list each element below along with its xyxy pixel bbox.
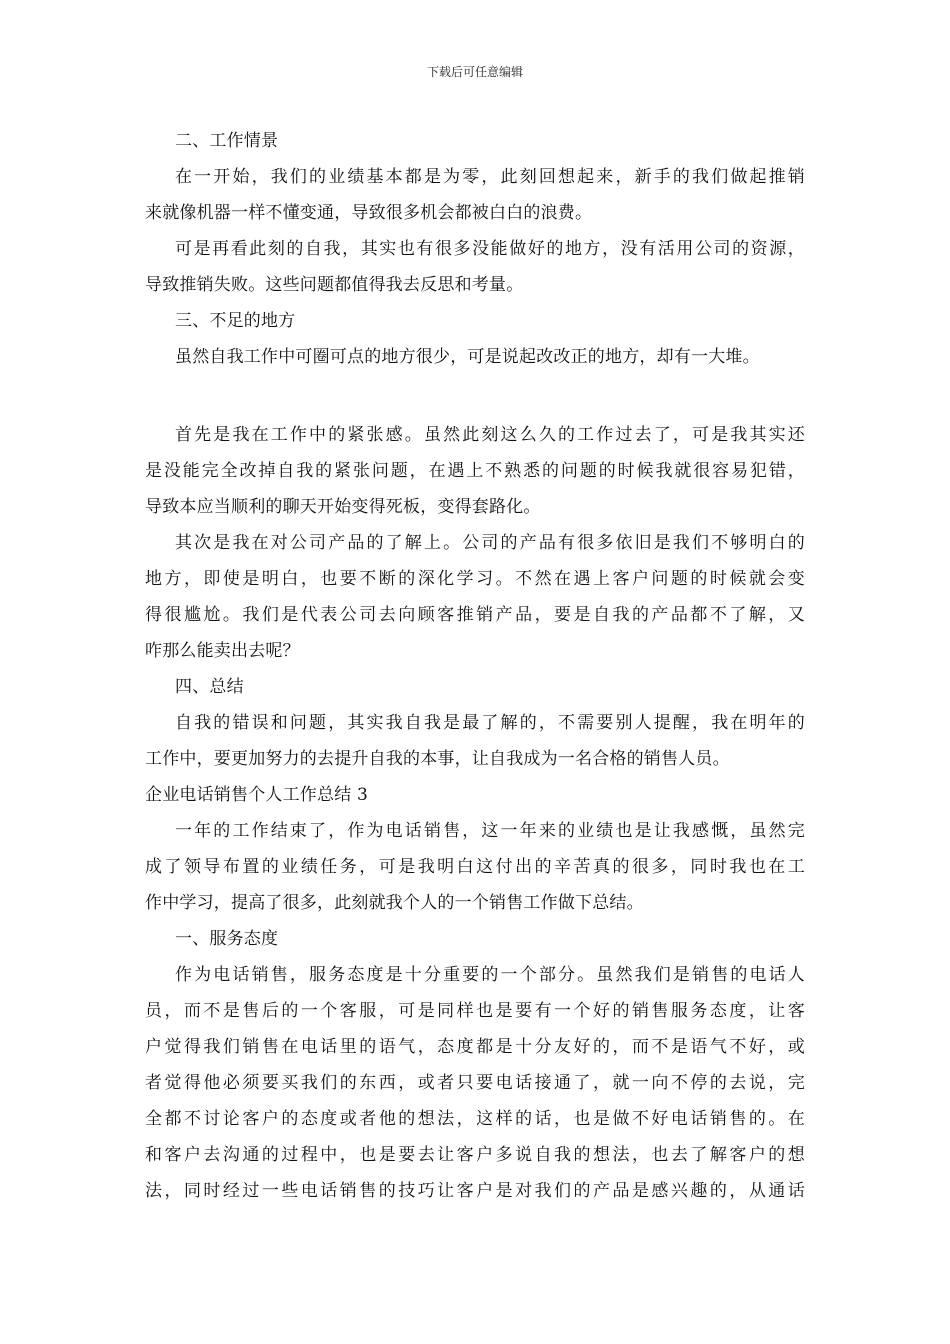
text-line: 四、总结: [175, 677, 244, 697]
text-line: 工作中，要更加努力的去提升自我的本事，让自我成为一名合格的销售人员。: [145, 749, 730, 769]
text-line: 来就像机器一样不懂变通，导致很多机会都被白白的浪费。: [145, 203, 593, 223]
text-line: 法，同时经过一些电话销售的技巧让客户是对我们的产品是感兴趣的，从通话: [145, 1181, 805, 1201]
text-line: 全都不讨论客户的态度或者他的想法，这样的话，也是做不好电话销售的。在: [145, 1109, 805, 1129]
text-line: 在一开始，我们的业绩基本都是为零，此刻回想起来，新手的我们做起推销: [175, 167, 805, 187]
text-line: 导致本应当顺利的聊天开始变得死板，变得套路化。: [145, 497, 541, 517]
text-line: 地方，即使是明白，也要不断的深化学习。不然在遇上客户问题的时候就会变: [145, 569, 805, 589]
text-line: 三、不足的地方: [175, 311, 296, 331]
document-body: [145, 123, 805, 1209]
text-line: 作中学习，提高了很多，此刻就我个人的一个销售工作做下总结。: [145, 893, 644, 913]
paragraph-gap: [145, 375, 805, 417]
text-line: 作为电话销售，服务态度是十分重要的一个部分。虽然我们是销售的电话人: [175, 965, 805, 985]
text-line: 咋那么能卖出去呢？: [145, 641, 300, 661]
page-header-note: 下载后可任意编辑: [426, 65, 523, 79]
text-line: 虽然自我工作中可圈可点的地方很少，可是说起改改正的地方，却有一大堆。: [175, 347, 760, 367]
text-line: 和客户去沟通的过程中，也是要去让客户多说自我的想法，也去了解客户的想: [145, 1145, 805, 1165]
text-line: 一、服务态度: [175, 929, 279, 949]
text-line: 者觉得他必须要买我们的东西，或者只要电话接通了，就一向不停的去说，完: [145, 1073, 805, 1093]
text-line: 一年的工作结束了，作为电话销售，这一年来的业绩也是让我感慨，虽然完: [175, 821, 805, 841]
text-line: 企业电话销售个人工作总结 3: [145, 785, 369, 805]
text-line: 户觉得我们销售在电话里的语气，态度都是十分友好的，而不是语气不好，或: [145, 1037, 805, 1057]
text-line: 自我的错误和问题，其实我自我是最了解的，不需要别人提醒，我在明年的: [175, 713, 805, 733]
text-line: 首先是我在工作中的紧张感。虽然此刻这么久的工作过去了，可是我其实还: [175, 425, 805, 445]
text-line: 其次是我在对公司产品的了解上。公司的产品有很多依旧是我们不够明白的: [175, 533, 805, 553]
text-line: 得很尴尬。我们是代表公司去向顾客推销产品，要是自我的产品都不了解，又: [145, 605, 805, 625]
text-line: 可是再看此刻的自我，其实也有很多没能做好的地方，没有活用公司的资源，: [175, 239, 805, 259]
text-line: 是没能完全改掉自我的紧张问题，在遇上不熟悉的问题的时候我就很容易犯错，: [145, 461, 805, 481]
text-line: 成了领导布置的业绩任务，可是我明白这付出的辛苦真的很多，同时我也在工: [145, 857, 805, 877]
text-line: 员，而不是售后的一个客服，可是同样也是要有一个好的销售服务态度，让客: [145, 1001, 805, 1021]
text-line: 二、工作情景: [175, 131, 279, 151]
text-line: 导致推销失败。这些问题都值得我去反思和考量。: [145, 275, 524, 295]
